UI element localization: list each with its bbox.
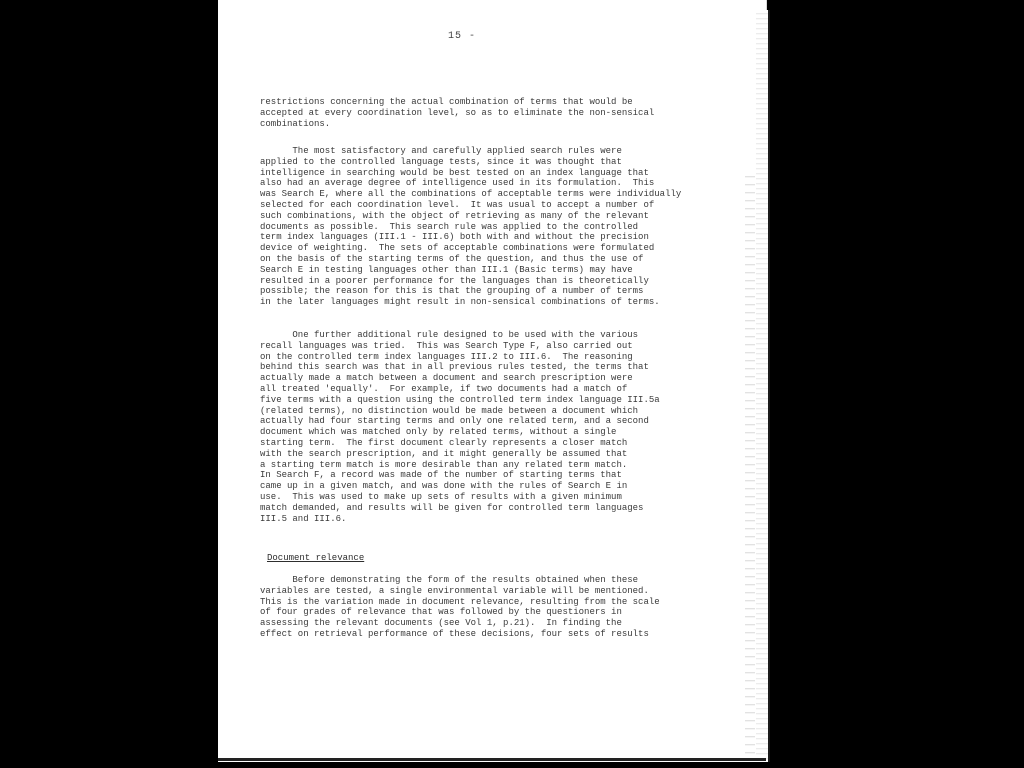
text-line: a starting term match is more desirable than any related term match. bbox=[260, 459, 628, 470]
text-line: on the basis of the starting terms of the question, and thus the use of bbox=[260, 253, 644, 264]
paragraph-search-e bbox=[260, 146, 700, 308]
page-number: 15 - bbox=[448, 31, 477, 42]
text-line: all treated 'equally'. For example, if two documents had a match of bbox=[260, 383, 628, 394]
text-line: III.5 and III.6. bbox=[260, 513, 347, 524]
paragraph-intro bbox=[260, 97, 700, 129]
text-line: This is the variation made in document relevance, resulting from the scale bbox=[260, 596, 660, 607]
text-line: also had an average degree of intelligence used in its formulation. This bbox=[260, 178, 655, 189]
text-line: with the search prescription, and it might generally be assumed that bbox=[260, 448, 628, 459]
text-line: variables are tested, a single environmental variable will be mentioned. bbox=[260, 585, 649, 596]
page-edge-marks bbox=[745, 170, 755, 760]
text-line: match demanded, and results will be given for controlled term languages bbox=[260, 502, 644, 513]
text-line: such combinations, with the object of retrieving as many of the relevant bbox=[260, 210, 649, 221]
text-line: applied to the controlled language tests, since it was thought that bbox=[260, 156, 622, 167]
text-line: was Search E, where all the combinations of acceptable terms were individually bbox=[260, 189, 682, 200]
text-line: actually had four starting terms and only one related term, and a second bbox=[260, 416, 649, 427]
text-line: document which was matched only by related terms, without a single bbox=[260, 427, 617, 438]
text-line: recall languages was tried. This was Search Type F, also carried out bbox=[260, 340, 633, 351]
text-line: In Search F, a record was made of the number of starting terms that bbox=[260, 470, 622, 481]
text-line: intelligence in searching would be best tested on an index language that bbox=[260, 167, 649, 178]
page-right-edge bbox=[756, 10, 770, 762]
text-line: five terms with a question using the controlled term index language III.5a bbox=[260, 394, 660, 405]
text-line: came up in a given match, and was done with the rules of Search E in bbox=[260, 481, 628, 492]
text-line: use. This was used to make up sets of results with a given minimum bbox=[260, 491, 622, 502]
text-line: possible; the reason for this is that the grouping of a number of terms bbox=[260, 286, 644, 297]
text-line: effect on retrieval performance of these decisions, four sets of results bbox=[260, 628, 649, 639]
text-line: device of weighting. The sets of acceptable combinations were formulated bbox=[260, 243, 655, 254]
page-bottom-edge bbox=[218, 758, 766, 761]
text-line: Search E in testing languages other than III.1 (Basic terms) may have bbox=[260, 264, 633, 275]
text-line: combinations. bbox=[260, 118, 331, 129]
text-line: Before demonstrating the form of the results obtained when these bbox=[260, 575, 639, 585]
text-line: (related terms), no distinction would be made between a document which bbox=[260, 405, 639, 416]
text-line: restrictions concerning the actual combination of terms that would be bbox=[260, 97, 633, 107]
text-line: resulted in a poorer performance for the languages than is theoretically bbox=[260, 275, 649, 286]
text-line: The most satisfactory and carefully applied search rules were bbox=[260, 146, 622, 156]
text-line: assessing the relevant documents (see Vol 1, p.21). In finding the bbox=[260, 618, 622, 629]
text-line: selected for each coordination level. It was usual to accept a number of bbox=[260, 199, 655, 210]
text-line: documents as possible. This search rule was applied to the controlled bbox=[260, 221, 639, 232]
text-line: accepted at every coordination level, so as to eliminate the non-sensical bbox=[260, 107, 655, 118]
text-line: One further additional rule designed to be used with the various bbox=[260, 330, 639, 340]
text-line: on the controlled term index languages III.2 to III.6. The reasoning bbox=[260, 351, 633, 362]
text-line: starting term. The first document clearly represents a closer match bbox=[260, 437, 628, 448]
section-heading: Document relevance bbox=[267, 553, 365, 563]
text-line: in the later languages might result in non-sensical combinations of terms. bbox=[260, 297, 660, 308]
text-line: of four grades of relevance that was followed by the questioners in bbox=[260, 607, 622, 618]
paragraph-relevance bbox=[260, 575, 700, 640]
text-line: actually made a match between a document and search prescription were bbox=[260, 373, 633, 384]
text-line: behind this search was that in all previous rules tested, the terms that bbox=[260, 362, 649, 373]
paragraph-search-f bbox=[260, 330, 700, 524]
text-line: term index languages (III.1 - III.6) both with and without the precision bbox=[260, 232, 649, 243]
